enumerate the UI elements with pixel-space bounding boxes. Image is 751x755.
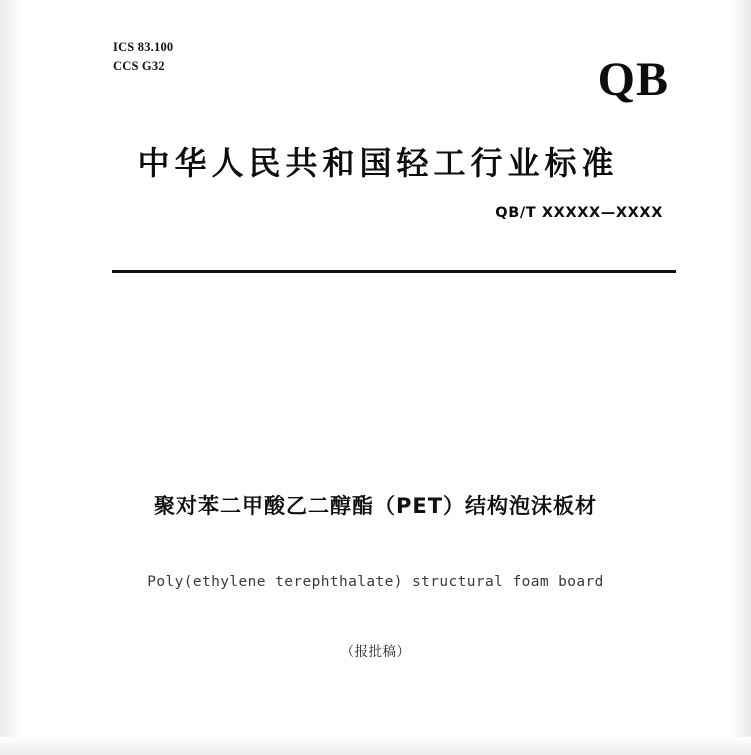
subject-title-chinese: 聚对苯二甲酸乙二醇酯（PET）结构泡沫板材 xyxy=(153,494,598,518)
classification-codes xyxy=(113,38,173,76)
ics-code: ICS 83.100 xyxy=(113,40,174,54)
qb-logo: QB xyxy=(597,53,669,106)
draft-status-note: （报批稿） xyxy=(340,644,411,660)
page-title: 中华人民共和国轻工行业标准 xyxy=(137,144,619,182)
standard-number: QB/T XXXXX—XXXX xyxy=(495,205,663,221)
ccs-code: CCS G32 xyxy=(113,59,165,73)
subject-title-english: Poly(ethylene terephthalate) structural foam board xyxy=(147,574,604,590)
header-divider xyxy=(112,270,676,273)
